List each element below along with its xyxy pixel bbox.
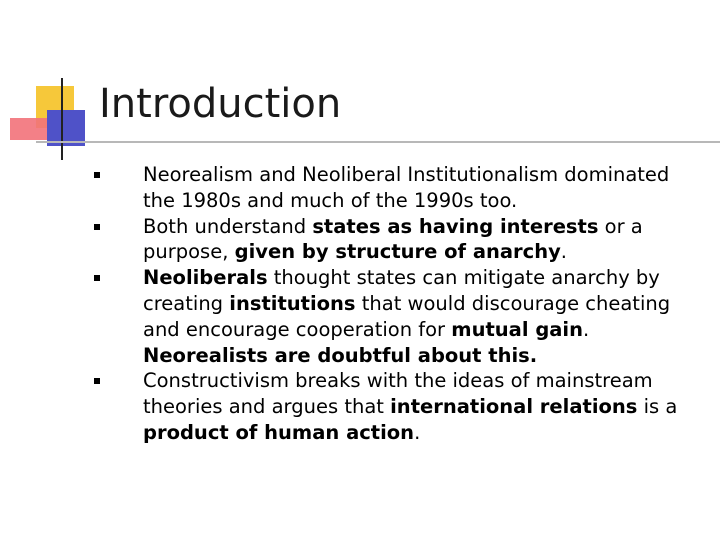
bullet-bold-text: product of human action (143, 420, 415, 444)
bullet-text: Neorealism and Neoliberal Institutionalism dominated the 1980s and much of the 1990s too. (143, 163, 670, 212)
bullet-item (94, 214, 694, 266)
bullet-text: Both understand (143, 214, 313, 238)
bullet-bold-text: Neoliberals (143, 266, 268, 290)
bullet-text: . (560, 240, 567, 264)
bullet-text: Constructivism breaks with the ideas of mainstream theories and argues that (143, 369, 653, 419)
logo-vertical-line (61, 78, 63, 160)
logo-red-square (10, 118, 50, 140)
bullet-bold-text: states as having interests (312, 214, 599, 238)
bullet-square-icon (94, 378, 100, 384)
bullet-text: or a purpose, (143, 214, 643, 264)
bullet-item (94, 368, 694, 445)
bullet-item (94, 162, 694, 214)
bullet-square-icon (94, 275, 100, 281)
bullet-text: . (583, 317, 590, 341)
bullet-text: that would discourage cheating and encourage cooperation for (143, 291, 671, 341)
bullet-square-icon (94, 172, 100, 178)
bullet-text: is a (637, 395, 678, 419)
bullet-bold-text: international relations (390, 395, 638, 419)
bullet-text: thought states can mitigate anarchy by creating (143, 266, 660, 315)
bullet-bold-text: institutions (229, 291, 356, 315)
bullet-bold-text: mutual gain (451, 317, 584, 341)
bullet-list (94, 162, 694, 446)
slide-logo-icon (0, 0, 110, 170)
bullet-square-icon (94, 224, 100, 230)
bullet-text: . (414, 420, 421, 444)
bullet-item (94, 265, 694, 368)
bullet-bold-text: Neorealists are doubtful about this. (143, 343, 538, 367)
slide-title: Introduction (99, 81, 342, 127)
bullet-bold-text: given by structure of anarchy (234, 240, 561, 264)
title-underline-divider (36, 141, 720, 143)
